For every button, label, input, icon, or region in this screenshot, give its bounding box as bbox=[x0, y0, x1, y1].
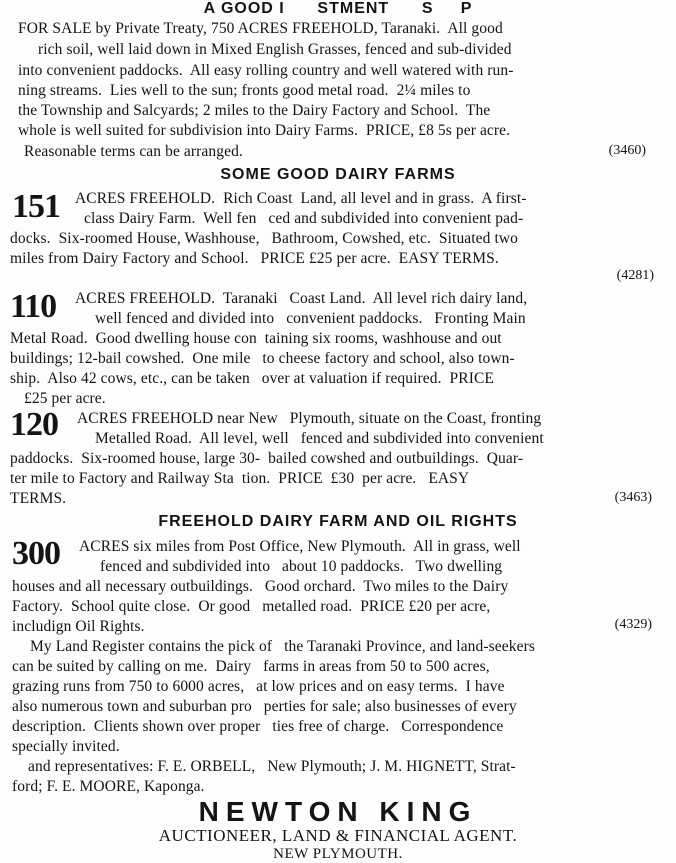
ad5-line: Factory. School quite close. Or good metalled road. PRICE £20 per acre, bbox=[12, 598, 491, 615]
ad4-acreage-number: 120 bbox=[10, 406, 58, 443]
ad5-line: includign Oil Rights. bbox=[12, 618, 145, 635]
ad4-line: ter mile to Factory and Railway Sta tion. PRICE £30 per acre. EASY bbox=[10, 470, 470, 487]
ad4-reference-number: (3463) bbox=[614, 490, 652, 505]
ad3-line: £25 per acre. bbox=[24, 390, 106, 407]
closing-line: description. Clients shown over proper ties free of charge. Correspondence bbox=[12, 718, 504, 735]
ad4-line: ACRES FREEHOLD near New Plymouth, situate on the Coast, fronting bbox=[77, 410, 542, 427]
closing-line: can be suited by calling on me. Dairy farms in areas from 50 to 500 acres, bbox=[12, 658, 490, 675]
ad2-line: ACRES FREEHOLD. Rich Coast Land, all level and in grass. A first- bbox=[75, 190, 527, 207]
ad1-line: rich soil, well laid down in Mixed English Grasses, fenced and sub-divided bbox=[38, 41, 512, 58]
ad3-line: ACRES FREEHOLD. Taranaki Coast Land. All level rich dairy land, bbox=[75, 290, 528, 307]
ad2-reference-number: (4281) bbox=[616, 268, 654, 283]
closing-line: ford; F. E. MOORE, Kaponga. bbox=[12, 778, 205, 795]
heading-a-good-investment: A GOOD I STMENT S P bbox=[203, 0, 473, 17]
closing-line: My Land Register contains the pick of the Taranaki Province, and land-seekers bbox=[30, 638, 535, 655]
closing-line: and representatives: F. E. ORBELL, New Plymouth; J. M. HIGNETT, Strat- bbox=[28, 758, 516, 775]
ad3-line: ship. Also 42 cows, etc., can be taken over at valuation if required. PRICE bbox=[10, 370, 494, 387]
ad5-reference-number: (4329) bbox=[614, 617, 652, 632]
ad4-line: Metalled Road. All level, well fenced and subdivided into convenient bbox=[95, 430, 544, 447]
ad1-line: whole is well suited for subdivision into Dairy Farms. PRICE, £8 5s per acre. bbox=[18, 122, 511, 139]
ad3-line: well fenced and divided into convenient paddocks. Fronting Main bbox=[95, 310, 526, 327]
ad4-line: paddocks. Six-roomed house, large 30- bailed cowshed and outbuildings. Quar- bbox=[10, 450, 524, 467]
ad4-line: TERMS. bbox=[10, 490, 67, 507]
ad1-reference-number: (3460) bbox=[608, 143, 646, 158]
closing-line: grazing runs from 750 to 6000 acres, at low prices and on easy terms. I have bbox=[12, 678, 505, 695]
heading-freehold-dairy-farm-oil-rights: FREEHOLD DAIRY FARM AND OIL RIGHTS bbox=[158, 513, 518, 530]
ad5-acreage-number: 300 bbox=[12, 535, 60, 572]
ad2-line: miles from Dairy Factory and School. PRICE £25 per acre. EASY TERMS. bbox=[10, 250, 499, 267]
ad1-line: ning streams. Lies well to the sun; fronts good metal road. 2¼ miles to bbox=[18, 82, 471, 99]
ad1-line: the Township and Salcyards; 2 miles to the Dairy Factory and School. The bbox=[18, 102, 491, 119]
ad3-line: buildings; 12-bail cowshed. One mile to cheese factory and school, also town- bbox=[10, 350, 515, 367]
ad5-line: houses and all necessary outbuildings. Good orchard. Two miles to the Dairy bbox=[12, 578, 509, 595]
ad2-line: class Dairy Farm. Well fen ced and subdivided into convenient pad- bbox=[84, 210, 524, 227]
agent-title: AUCTIONEER, LAND & FINANCIAL AGENT. bbox=[158, 826, 518, 845]
ad3-line: Metal Road. Good dwelling house con taining six rooms, washhouse and out bbox=[10, 330, 502, 347]
ad1-line: Reasonable terms can be arranged. bbox=[24, 143, 243, 160]
ad1-line: FOR SALE by Private Treaty, 750 ACRES FREEHOLD, Taranaki. All good bbox=[18, 20, 503, 37]
ad5-line: fenced and subdivided into about 10 paddocks. Two dwelling bbox=[100, 558, 503, 575]
closing-line: specially invited. bbox=[12, 738, 120, 755]
ad5-line: ACRES six miles from Post Office, New Plymouth. All in grass, well bbox=[79, 538, 521, 555]
ad2-line: docks. Six-roomed House, Washhouse, Bathroom, Cowshed, etc. Situated two bbox=[10, 230, 519, 247]
ad3-acreage-number: 110 bbox=[10, 288, 57, 325]
heading-some-good-dairy-farms: SOME GOOD DAIRY FARMS bbox=[220, 166, 456, 183]
closing-line: also numerous town and suburban pro perties for sale; also businesses of every bbox=[12, 698, 517, 715]
ad2-acreage-number: 151 bbox=[12, 188, 60, 225]
ad1-line: into convenient paddocks. All easy rolling country and well watered with run- bbox=[18, 62, 514, 79]
agent-location: NEW PLYMOUTH. bbox=[273, 846, 403, 862]
agent-name: NEWTON KING bbox=[198, 796, 478, 827]
